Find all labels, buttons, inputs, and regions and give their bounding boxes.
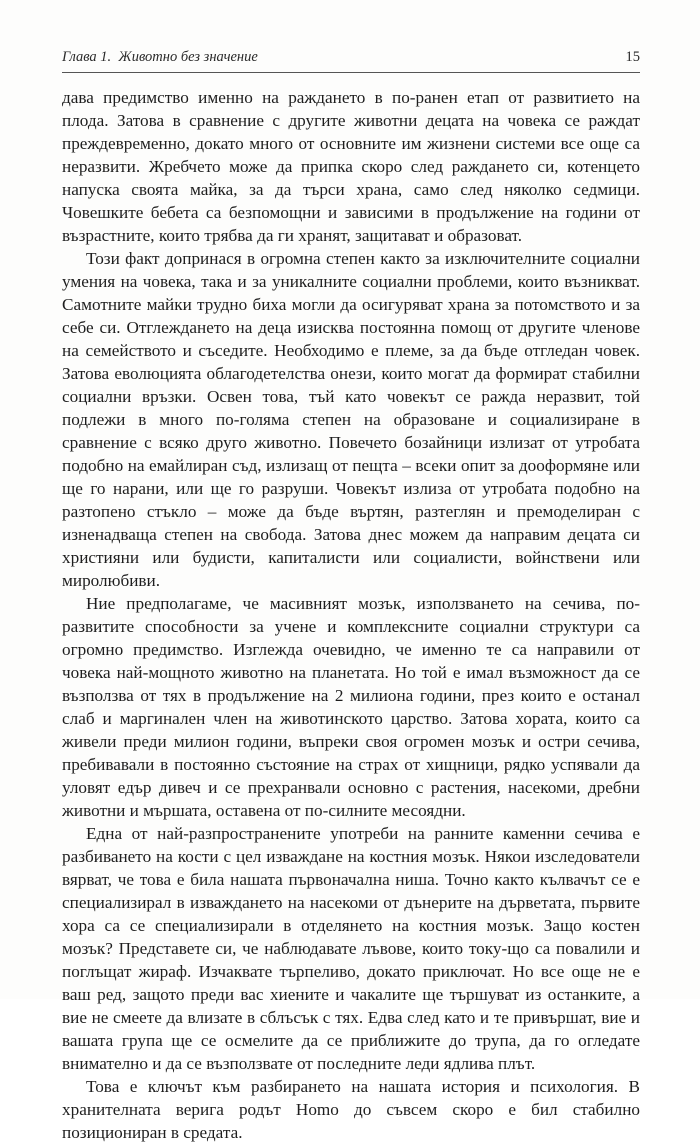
paragraph: Това е ключът към разбирането на нашата история и психология. В хранителната верига родът Homo до съвсем скоро е бил стабилно позициониран в средата. [62, 1077, 640, 1142]
paragraph: дава предимство именно на раждането в по-ранен етап от развитието на плода. Затова в сравнение с другите животни децата на човека се раждат преждевременно, докато много от основните им жизнени системи все още са неразвити. Жребчето може да припка скоро след раждането си, котенцето напуска своята майка, за да търси храна, само след няколко седмици. Човешките бебета са безпомощни и зависими в продължение на години от възрастните, които трябва да ги хранят, защитават и образоват. [62, 88, 640, 245]
paragraph: Една от най-разпространените употреби на ранните каменни сечива е разбиването на кости с цел изваждане на костния мозък. Някои изследователи вярват, че това е била нашата първоначална ниша. Точно както кълвачът се е специализирал в изваждането на насекоми от дънерите на дърветата, първите хора са се специализирали в отделянето на костния мозък. Защо костен мозък? Представете си, че наблюдавате лъвове, които току-що са повалили и поглъщат жираф. Изчаквате търпеливо, докато приключат. Но все още не е ваш ред, защото преди вас хиените и чакалите ще тършуват из останките, а вие не смеете да влизате в сблъсък с тях. Едва след като и те привършат, вие и вашата група ще се осмелите да се приближите до трупа, да го огледате внимателно и да се възползвате от последните леди ядлива плът. [62, 824, 640, 1073]
header-divider [62, 72, 640, 73]
body-text [62, 86, 640, 1144]
chapter-label: Глава 1. [62, 49, 112, 65]
paragraph: Ние предполагаме, че масивният мозък, използването на сечива, по-развитите способности за учене и комплексните социални структури са огромно предимство. Изглежда очевидно, че именно те са направили от човека най-мощното животно на планетата. Но той е имал възможност да се възползва от тях в продължение на 2 милиона години, през които е останал слаб и маргинален член на животинското царство. Затова хората, които са живели преди милион години, въпреки своя огромен мозък и остри сечива, пребивавали в постоянно състояние на страх от хищници, рядко успявали да уловят едър дивеч и се прехранвали основно с растения, насекоми, дребни животни и мършата, оставена от по-силните месоядни. [62, 594, 640, 820]
chapter-title: Животно без значение [118, 49, 258, 65]
chapter-heading [62, 49, 258, 66]
running-header [62, 49, 640, 71]
page-number: 15 [625, 49, 640, 65]
paragraph: Този факт допринася в огромна степен както за изключителните социални умения на човека, така и за уникалните социални проблеми, които възникват. Самотните майки трудно биха могли да осигуряват храна за потомството и за себе си. Отглеждането на деца изисква постоянна помощ от другите членове на семейството и съседите. Необходимо е племе, за да бъде отгледан човек. Затова еволюцията облагодетелства онези, които могат да формират стабилни социални връзки. Освен това, тъй като човекът се ражда неразвит, той подлежи в много по-голяма степен на образоване и социализиране в сравнение с всяко друго животно. Повечето бозайници излизат от утробата подобно на емайлиран съд, излизащ от пещта – всеки опит за дооформяне или ще го нарани, или ще го разруши. Човекът излиза от утробата подобно на разтопено стъкло – може да бъде въртян, разтеглян и премоделиран с изненадваща степен на свобода. Затова днес можем да направим децата си християни или будисти, капиталисти или социалисти, войнствени или миролюбиви. [62, 249, 640, 590]
